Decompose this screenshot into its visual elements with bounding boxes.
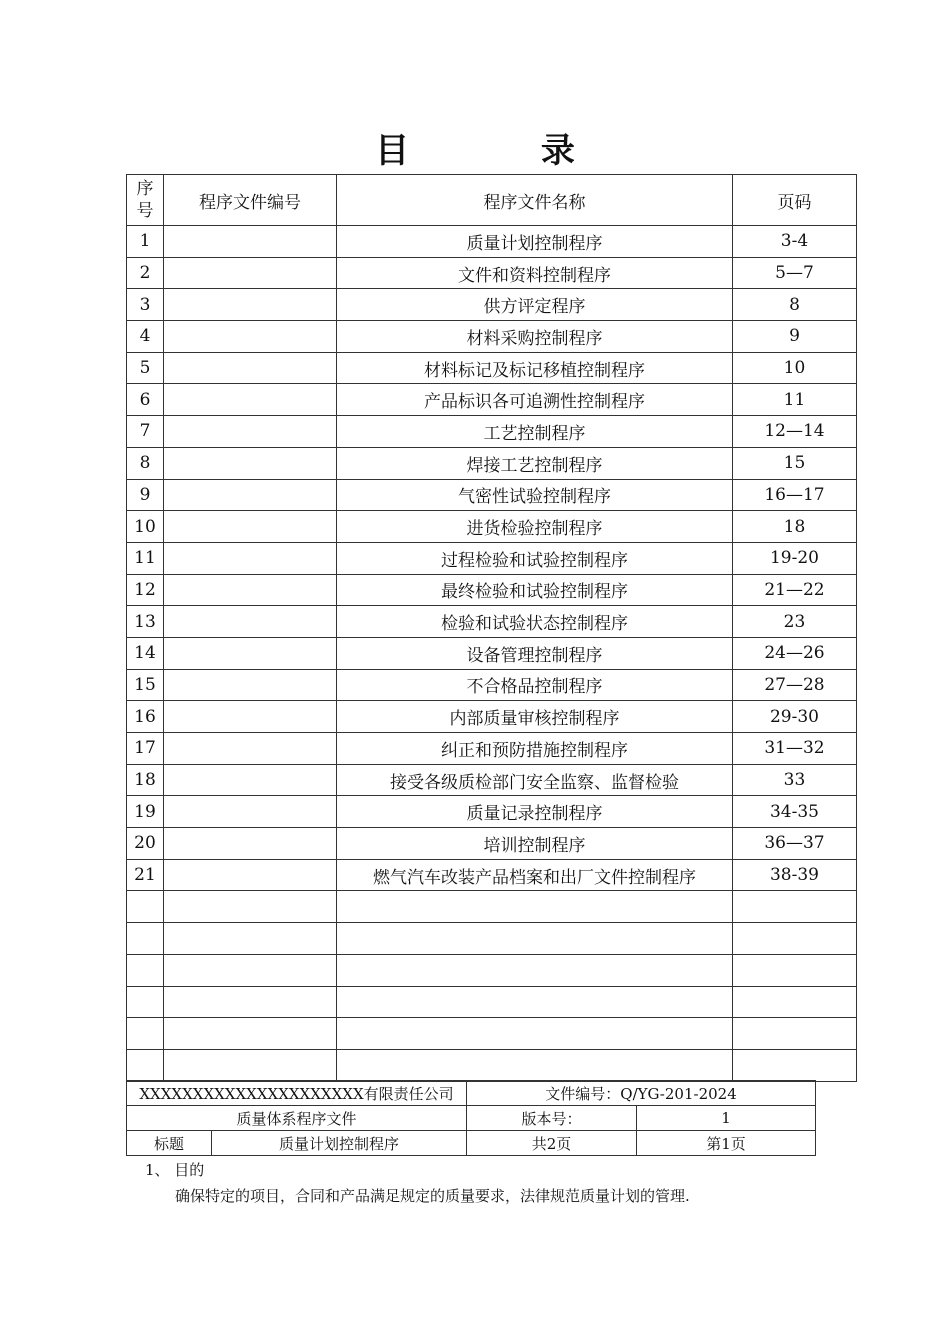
section-body: 确保特定的项目，合同和产品满足规定的质量要求，法律规范质量计划的管理. <box>175 1187 690 1205</box>
toc-cell-seq <box>127 1049 164 1081</box>
toc-cell-seq: 19 <box>127 796 164 828</box>
toc-row <box>127 321 857 353</box>
title-value: 质量计划控制程序 <box>212 1131 467 1156</box>
toc-cell-code <box>164 257 337 289</box>
toc-cell-page <box>733 1049 857 1081</box>
toc-cell-seq: 16 <box>127 701 164 733</box>
header-page: 页码 <box>733 175 857 226</box>
toc-cell-code <box>164 986 337 1018</box>
toc-cell-seq <box>127 954 164 986</box>
toc-cell-page: 18 <box>733 511 857 543</box>
toc-cell-seq: 8 <box>127 447 164 479</box>
toc-cell-code <box>164 923 337 955</box>
toc-cell-code <box>164 637 337 669</box>
toc-cell-code <box>164 1018 337 1050</box>
toc-cell-code <box>164 954 337 986</box>
version-value: 1 <box>637 1106 816 1131</box>
toc-cell-seq: 20 <box>127 828 164 860</box>
toc-row <box>127 859 857 891</box>
toc-cell-code <box>164 669 337 701</box>
toc-row <box>127 226 857 258</box>
page-title: 目 录 <box>375 131 635 171</box>
toc-row <box>127 257 857 289</box>
toc-row <box>127 796 857 828</box>
toc-row <box>127 1049 857 1081</box>
toc-cell-code <box>164 701 337 733</box>
toc-cell-name: 质量计划控制程序 <box>337 226 733 258</box>
toc-cell-name: 纠正和预防措施控制程序 <box>337 733 733 765</box>
toc-row <box>127 1018 857 1050</box>
toc-cell-page: 11 <box>733 384 857 416</box>
toc-cell-page: 38-39 <box>733 859 857 891</box>
header-name: 程序文件名称 <box>337 175 733 226</box>
toc-cell-seq: 1 <box>127 226 164 258</box>
toc-cell-page <box>733 986 857 1018</box>
toc-cell-seq <box>127 1018 164 1050</box>
doc-footer-table <box>126 1080 816 1156</box>
section-heading: 1、 目的 <box>145 1161 205 1179</box>
toc-cell-seq <box>127 986 164 1018</box>
toc-row <box>127 986 857 1018</box>
toc-row <box>127 828 857 860</box>
toc-row <box>127 511 857 543</box>
company-name: XXXXXXXXXXXXXXXXXXXXX有限责任公司 <box>127 1081 467 1106</box>
toc-cell-seq <box>127 923 164 955</box>
toc-cell-name: 接受各级质检部门安全监察、监督检验 <box>337 764 733 796</box>
toc-cell-name: 工艺控制程序 <box>337 416 733 448</box>
title-label: 标题 <box>127 1131 212 1156</box>
toc-cell-seq <box>127 891 164 923</box>
header-seq-line2: 号 <box>136 201 154 221</box>
toc-row <box>127 574 857 606</box>
version-label: 版本号： <box>467 1106 637 1131</box>
toc-cell-name: 不合格品控制程序 <box>337 669 733 701</box>
toc-cell-seq: 9 <box>127 479 164 511</box>
toc-cell-seq: 18 <box>127 764 164 796</box>
toc-cell-page: 36—37 <box>733 828 857 860</box>
toc-cell-page: 8 <box>733 289 857 321</box>
toc-cell-code <box>164 447 337 479</box>
toc-cell-name: 过程检验和试验控制程序 <box>337 542 733 574</box>
toc-cell-name <box>337 1018 733 1050</box>
toc-cell-code <box>164 321 337 353</box>
toc-row <box>127 352 857 384</box>
toc-cell-name <box>337 923 733 955</box>
toc-cell-code <box>164 574 337 606</box>
toc-body <box>127 226 857 1082</box>
toc-cell-page: 33 <box>733 764 857 796</box>
toc-cell-seq: 17 <box>127 733 164 765</box>
toc-cell-code <box>164 416 337 448</box>
toc-cell-name: 设备管理控制程序 <box>337 637 733 669</box>
total-pages: 共2页 <box>467 1131 637 1156</box>
toc-cell-name: 检验和试验状态控制程序 <box>337 606 733 638</box>
toc-cell-page: 27—28 <box>733 669 857 701</box>
toc-cell-page: 5—7 <box>733 257 857 289</box>
toc-cell-seq: 4 <box>127 321 164 353</box>
toc-cell-page: 23 <box>733 606 857 638</box>
toc-row <box>127 701 857 733</box>
toc-cell-name: 材料采购控制程序 <box>337 321 733 353</box>
toc-row <box>127 606 857 638</box>
toc-row <box>127 954 857 986</box>
toc-cell-code <box>164 352 337 384</box>
toc-cell-seq: 14 <box>127 637 164 669</box>
toc-cell-name: 培训控制程序 <box>337 828 733 860</box>
toc-row <box>127 416 857 448</box>
toc-row <box>127 764 857 796</box>
toc-cell-code <box>164 511 337 543</box>
toc-cell-name: 材料标记及标记移植控制程序 <box>337 352 733 384</box>
toc-cell-page <box>733 1018 857 1050</box>
toc-cell-page: 31—32 <box>733 733 857 765</box>
toc-cell-code <box>164 226 337 258</box>
doc-type: 质量体系程序文件 <box>127 1106 467 1131</box>
toc-cell-name: 质量记录控制程序 <box>337 796 733 828</box>
toc-cell-code <box>164 859 337 891</box>
toc-cell-code <box>164 891 337 923</box>
toc-cell-name: 产品标识各可追溯性控制程序 <box>337 384 733 416</box>
toc-cell-seq: 6 <box>127 384 164 416</box>
toc-cell-seq: 2 <box>127 257 164 289</box>
toc-table <box>126 174 857 1082</box>
toc-row <box>127 384 857 416</box>
toc-cell-name <box>337 954 733 986</box>
toc-row <box>127 669 857 701</box>
toc-cell-seq: 5 <box>127 352 164 384</box>
toc-cell-code <box>164 1049 337 1081</box>
toc-cell-code <box>164 479 337 511</box>
toc-cell-seq: 7 <box>127 416 164 448</box>
toc-cell-name: 文件和资料控制程序 <box>337 257 733 289</box>
toc-row <box>127 733 857 765</box>
toc-cell-seq: 11 <box>127 542 164 574</box>
toc-cell-code <box>164 542 337 574</box>
toc-cell-page: 3-4 <box>733 226 857 258</box>
header-seq-line1: 序 <box>136 179 154 199</box>
toc-cell-name: 进货检验控制程序 <box>337 511 733 543</box>
header-code: 程序文件编号 <box>164 175 337 226</box>
toc-cell-code <box>164 828 337 860</box>
toc-row <box>127 479 857 511</box>
toc-cell-page: 24—26 <box>733 637 857 669</box>
toc-cell-page: 12—14 <box>733 416 857 448</box>
toc-row <box>127 923 857 955</box>
toc-cell-code <box>164 796 337 828</box>
toc-row <box>127 891 857 923</box>
toc-cell-name <box>337 986 733 1018</box>
header-seq <box>127 175 164 226</box>
doc-number: 文件编号：Q/YG-201-2024 <box>467 1081 816 1106</box>
toc-cell-page: 16—17 <box>733 479 857 511</box>
toc-cell-code <box>164 384 337 416</box>
toc-row <box>127 447 857 479</box>
toc-cell-seq: 12 <box>127 574 164 606</box>
toc-cell-code <box>164 606 337 638</box>
toc-cell-name: 最终检验和试验控制程序 <box>337 574 733 606</box>
toc-cell-page <box>733 923 857 955</box>
current-page: 第1页 <box>637 1131 816 1156</box>
toc-cell-page: 34-35 <box>733 796 857 828</box>
toc-cell-name: 供方评定程序 <box>337 289 733 321</box>
toc-cell-page: 9 <box>733 321 857 353</box>
toc-cell-code <box>164 289 337 321</box>
toc-cell-name: 焊接工艺控制程序 <box>337 447 733 479</box>
toc-cell-page: 19-20 <box>733 542 857 574</box>
toc-cell-page: 21—22 <box>733 574 857 606</box>
toc-cell-seq: 15 <box>127 669 164 701</box>
toc-cell-seq: 10 <box>127 511 164 543</box>
toc-cell-seq: 13 <box>127 606 164 638</box>
toc-cell-name <box>337 1049 733 1081</box>
toc-cell-code <box>164 764 337 796</box>
toc-row <box>127 542 857 574</box>
toc-row <box>127 289 857 321</box>
toc-cell-code <box>164 733 337 765</box>
toc-cell-seq: 3 <box>127 289 164 321</box>
toc-cell-page <box>733 954 857 986</box>
toc-cell-name <box>337 891 733 923</box>
toc-row <box>127 637 857 669</box>
toc-cell-name: 气密性试验控制程序 <box>337 479 733 511</box>
toc-cell-name: 内部质量审核控制程序 <box>337 701 733 733</box>
toc-cell-page: 15 <box>733 447 857 479</box>
toc-cell-page <box>733 891 857 923</box>
toc-cell-page: 10 <box>733 352 857 384</box>
toc-header-row <box>127 175 857 226</box>
toc-cell-name: 燃气汽车改装产品档案和出厂文件控制程序 <box>337 859 733 891</box>
toc-cell-seq: 21 <box>127 859 164 891</box>
toc-cell-page: 29-30 <box>733 701 857 733</box>
